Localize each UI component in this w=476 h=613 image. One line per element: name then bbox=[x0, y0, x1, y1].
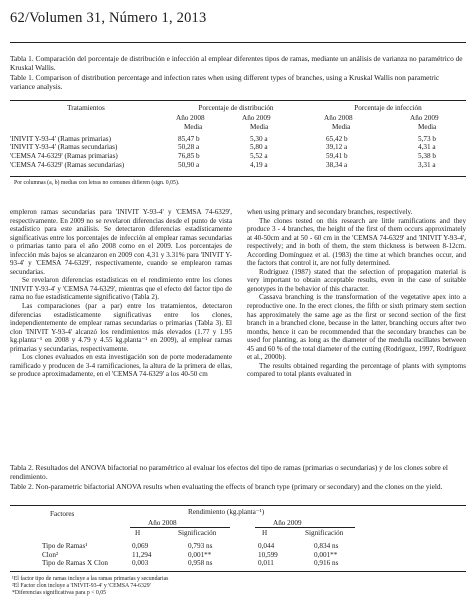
table2-cell: 0,001** bbox=[188, 550, 212, 559]
table2-header-sig-2008: Significación bbox=[178, 529, 217, 537]
table2-caption-en: Table 2. Non-parametric bifactorial ANOVA results when evaluating the effects of branch type (primary or secondary) and the clones on the yield. bbox=[10, 482, 443, 491]
table1-cell: 5,38 b bbox=[418, 151, 436, 160]
table1-header-infection: Porcentaje de infección bbox=[354, 104, 422, 112]
table2-header-h-2009: H bbox=[262, 529, 268, 537]
table2-cell: 0,044 bbox=[258, 542, 275, 550]
paragraph: empleron ramas secundarias para 'INIVIT Y-93-4' y 'CEMSA 74-6329', respectivamente. En 2009 no se revelaron diferencias desde el punto de vista estadístico para este análisis. Se detectaron diferencias estadísticamente significativas entre los porcentajes de infección al emplear ramas secundarias o primarias tanto para el año 2008 como en el 2009. Los porcentajes de infección más bajos se alcanzaron en 2009 con 4,31 y 3.31% para 'INIVIT Y-93-4' y 'CEMSA 74-6329', respectivamente, cuando se emplearon ramas secundarias. bbox=[10, 208, 232, 276]
table2-cell: 0,069 bbox=[132, 542, 149, 550]
table1-cell: 65,42 b bbox=[326, 134, 348, 143]
table1-media-2: Media bbox=[250, 122, 269, 131]
table-row bbox=[10, 143, 466, 152]
table1-cell: 5,30 a bbox=[250, 134, 268, 143]
table1-cell: 3,31 a bbox=[418, 160, 436, 169]
table2-footnote: ¹El factor tipo de ramas incluye a las ramas primarias y secundarias bbox=[12, 576, 169, 582]
table1-header-distribution: Porcentaje de distribución bbox=[198, 104, 274, 112]
table-row bbox=[42, 559, 372, 568]
right-column bbox=[247, 208, 466, 379]
table1-year-2009-b: Año 2009 bbox=[410, 114, 439, 122]
table1-media-4: Media bbox=[418, 122, 437, 131]
table1-media-1: Media bbox=[184, 122, 203, 131]
table1-cell: 50,90 a bbox=[178, 160, 200, 169]
table-row bbox=[10, 161, 466, 170]
table1-cell: 39,12 a bbox=[326, 143, 348, 152]
table2-cell-factor: Tipo de Ramas X Clon bbox=[42, 559, 109, 568]
table2-bottom-rule bbox=[10, 571, 466, 572]
paragraph: The results obtained regarding the percentage of plants with symptoms compared to total plants evaluated in bbox=[247, 361, 466, 379]
table1-year-2008-b: Año 2008 bbox=[324, 114, 353, 122]
table2-footnotes bbox=[12, 576, 452, 596]
table1-cell: 5,73 b bbox=[418, 134, 436, 143]
table2-cell-factor: Clon² bbox=[42, 550, 59, 559]
paragraph: Rodríguez (1987) stated that the selection of propagation material is very important to obtain acceptable results, even in the case of suitable genotypes in the behavior of this character. bbox=[247, 267, 466, 293]
paragraph: Los clones evaluados en esta investigación son de porte moderadamente ramificado y producen de 3-4 ramificaciones, la altura de la primera de ellas, se produce aproximadamente, en el 'CEMSA 74-6329' a los 40-50 cm bbox=[10, 353, 232, 379]
table-row bbox=[10, 135, 466, 144]
table1-cell-treatment: 'CEMSA 74-6329' (Ramas primarias) bbox=[10, 151, 118, 160]
table2-footnote: *Diferencias significativas para p < 0,05 bbox=[12, 589, 107, 596]
table1-cell: 76,85 b bbox=[178, 151, 200, 160]
table1-cell: 59,41 b bbox=[326, 151, 348, 160]
table2-subrule-2009 bbox=[255, 527, 355, 528]
table2-cell: 0,011 bbox=[258, 559, 274, 568]
table1-cell-treatment: 'INIVIT Y-93-4' (Ramas secundarias) bbox=[10, 143, 118, 152]
table1-cell: 38,34 a bbox=[326, 160, 348, 169]
table1-cell: 4,31 a bbox=[418, 143, 436, 152]
table1-top-rule bbox=[10, 100, 466, 101]
table2-footnote: ²El Factor clon incluye a 'INIVIT-93-4' y 'CEMSA 74-6329' bbox=[12, 582, 151, 589]
paragraph: Se revelaron diferencias estadísticas en el rendimiento entre los clones 'INIVIT Y-93-4' y 'CEMSA 74-6329', mientras que el efecto del factor tipo de rama no fue estadísticamente significativo (Tabla 2). bbox=[10, 276, 232, 302]
table2-year-2009: Año 2009 bbox=[273, 519, 302, 527]
table2-cell: 11,294 bbox=[132, 550, 152, 559]
paragraph: Cassava branching is the transformation of the vegetative apex into a reproductive one. In the erect clones, the fifth or sixth primary stem section has approximately the same age as the first or second section of the first branch in a branched clone, because in the latter, branching occurs after two months, hence it can be recommended that the secondary branches can be used for planting, as long as the diameter of the medulla oscillates between 45 and 60 % of the total diameter of the cutting (Rodríguez, 1997, Rodríguez et al., 2000b). bbox=[247, 293, 466, 362]
table2-header-yield: Rendimiento (kg.planta⁻¹) bbox=[188, 508, 265, 516]
paragraph: when using primary and secondary branches, respectively. bbox=[247, 208, 413, 216]
table1-cell: 5,80 a bbox=[250, 143, 268, 152]
table1-cell-treatment: 'CEMSA 74-6329' (Ramas secundarias) bbox=[10, 160, 125, 169]
table1-header-treatments: Tratamientos bbox=[67, 104, 105, 112]
paragraph: Las comparaciones (par a par) entre los tratamientos, detectaron diferencias estadísticamente significativas entre los clones, independientemente de emplear ramas secundarias o primarias (Tabla 3). El clon 'INIVIT Y-93-4' alcanzó los rendimientos más elevados (1.77 y 1.95 kg.planta⁻¹ en 2008 y 4.79 y 4.55 kg.planta⁻¹ en 2009), al emplear ramas primarias y secundarias, respectivamente. bbox=[10, 302, 232, 353]
table2-top-rule bbox=[10, 505, 466, 506]
table1-caption-en: Table 1. Comparison of distribution percentage and infection rates when using different types of branches, using a Kruskal Wallis non parametric variance analysis. bbox=[10, 73, 440, 91]
table-row bbox=[42, 551, 372, 560]
table1-cell: 50,28 a bbox=[178, 143, 200, 152]
table1-bottom-rule bbox=[10, 176, 466, 177]
table2-header-h-2008: H bbox=[135, 529, 141, 537]
paragraph: The clones tested on this research are little ramifications and they produce 3 - 4 branches, the height of the first of them occurs approximately at 40-50cm and at 50 - 60 cm in the 'CEMSA 74-6329' and 'INIVIT Y-93-4', respectively; and in both of them, the stem thickness is between 8-12cm. According Domínguez et al. (1983) the time at which branches occur, and the factors that control it, are not fully determined. bbox=[247, 216, 466, 268]
table2-caption-es: Tabla 2. Resultados del ANOVA bifactorial no paramétrico al evaluar los efectos del tipo de ramas (primarias o secundarias) y de los clones sobre el rendimiento. bbox=[10, 463, 448, 481]
table1-cell: 4,19 a bbox=[250, 160, 268, 169]
header-rule bbox=[10, 42, 466, 43]
table1 bbox=[10, 104, 466, 169]
table1-caption-es: Tabla 1. Comparación del porcentaje de distribución e infección al emplear diferentes tipos de ramas, mediante un análisis de varianza no paramétrico de Kruskal Wallis. bbox=[10, 54, 463, 72]
table2-header-factors: Factores bbox=[50, 510, 75, 518]
table2-cell-factor: Tipo de Ramas¹ bbox=[42, 542, 88, 550]
table2-cell: 0,001** bbox=[314, 550, 338, 559]
table2-cell: 0,958 ns bbox=[188, 559, 213, 568]
table1-cell-treatment: 'INIVIT Y-93-4' (Ramas primarias) bbox=[10, 134, 111, 143]
table1-cell: 5,52 a bbox=[250, 151, 268, 160]
table-row bbox=[42, 542, 372, 551]
table2-cell: 10,599 bbox=[258, 550, 278, 559]
table-row bbox=[10, 152, 466, 161]
table2-cell: 0,003 bbox=[132, 559, 149, 568]
table2-cell: 0,793 ns bbox=[188, 542, 213, 550]
table2-year-2008: Año 2008 bbox=[148, 519, 177, 527]
table2-cell: 0,834 ns bbox=[314, 542, 339, 550]
table1-year-2008-a: Año 2008 bbox=[176, 114, 205, 122]
table1-year-2009-a: Año 2009 bbox=[242, 114, 271, 122]
table1-media-3: Media bbox=[332, 122, 351, 131]
table1-cell: 85,47 b bbox=[178, 134, 200, 143]
table2 bbox=[42, 542, 372, 568]
table2-header-sig-2009: Significación bbox=[305, 529, 344, 537]
running-header: 62/Volumen 31, Número 1, 2013 bbox=[10, 10, 207, 26]
table2-subrule-2008 bbox=[130, 527, 230, 528]
table1-note: Por columnas (a, b) medias con letras no comunes difieren (sign. 0,05). bbox=[14, 180, 180, 186]
table2-cell: 0,916 ns bbox=[314, 559, 339, 568]
left-column bbox=[10, 208, 232, 379]
